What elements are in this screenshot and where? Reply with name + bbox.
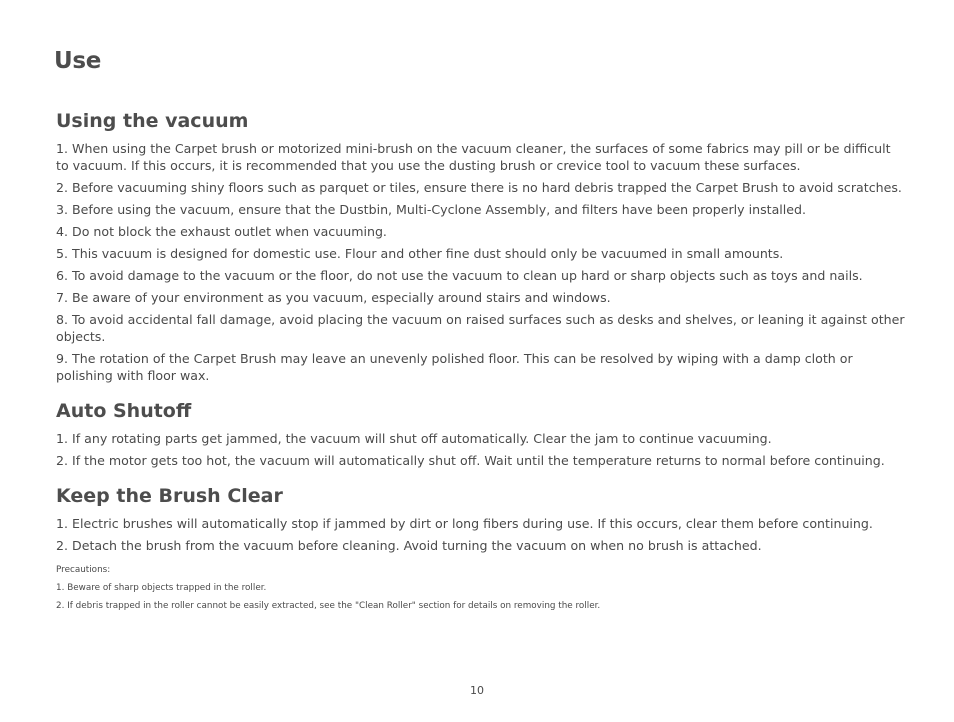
precautions-block xyxy=(56,564,906,612)
list-item: 4. Do not block the exhaust outlet when vacuuming. xyxy=(56,224,387,239)
list-item: 3. Before using the vacuum, ensure that the Dustbin, Multi-Cyclone Assembly, and filters have been properly installed. xyxy=(56,202,807,217)
document-body xyxy=(56,108,906,618)
list-item: 1. If any rotating parts get jammed, the vacuum will shut off automatically. Clear the jam to continue vacuuming. xyxy=(56,431,772,446)
page-number: 10 xyxy=(470,684,484,697)
list-item: 7. Be aware of your environment as you vacuum, especially around stairs and windows. xyxy=(56,290,611,305)
list-item: 2. Before vacuuming shiny floors such as parquet or tiles, ensure there is no hard debris trapped the Carpet Brush to avoid scratches. xyxy=(56,180,902,195)
list-item: 8. To avoid accidental fall damage, avoid placing the vacuum on raised surfaces such as desks and shelves, or leaning it against other objects. xyxy=(56,312,905,344)
section-heading: Using the vacuum xyxy=(56,110,249,132)
list-item: 1. When using the Carpet brush or motorized mini-brush on the vacuum cleaner, the surfaces of some fabrics may pill or be difficult to vacuum. If this occurs, it is recommended that you use the dusting brush or crevice tool to vacuum these surfaces. xyxy=(56,141,891,173)
precautions-label: Precautions: xyxy=(56,565,111,575)
list-item: 2. Detach the brush from the vacuum before cleaning. Avoid turning the vacuum on when no brush is attached. xyxy=(56,538,762,553)
section-heading: Keep the Brush Clear xyxy=(56,485,283,507)
list-item: 5. This vacuum is designed for domestic use. Flour and other fine dust should only be vacuumed in small amounts. xyxy=(56,246,784,261)
list-item: 2. If the motor gets too hot, the vacuum will automatically shut off. Wait until the temperature returns to normal before continuing. xyxy=(56,453,885,468)
page-title: Use xyxy=(54,48,102,74)
precaution-item: 1. Beware of sharp objects trapped in the roller. xyxy=(56,583,267,593)
section-auto-shutoff xyxy=(56,398,906,469)
list-item: 9. The rotation of the Carpet Brush may leave an unevenly polished floor. This can be resolved by wiping with a damp cloth or polishing with floor wax. xyxy=(56,351,853,383)
precaution-item: 2. If debris trapped in the roller cannot be easily extracted, see the "Clean Roller" section for details on removing the roller. xyxy=(56,601,601,611)
section-heading: Auto Shutoff xyxy=(56,400,192,422)
section-keep-brush-clear xyxy=(56,483,906,554)
list-item: 6. To avoid damage to the vacuum or the floor, do not use the vacuum to clean up hard or sharp objects such as toys and nails. xyxy=(56,268,863,283)
section-using-the-vacuum xyxy=(56,108,906,384)
list-item: 1. Electric brushes will automatically stop if jammed by dirt or long fibers during use. If this occurs, clear them before continuing. xyxy=(56,516,873,531)
